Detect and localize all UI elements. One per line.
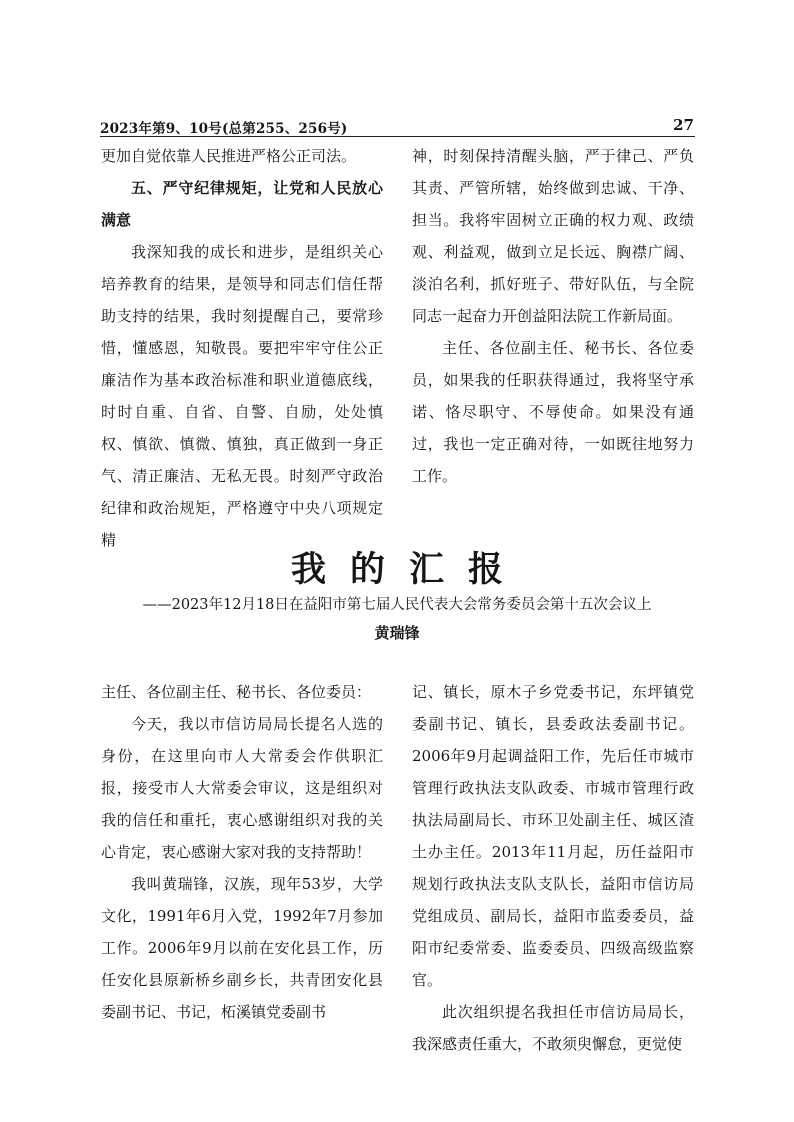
paragraph: 我深知我的成长和进步，是组织关心培养教育的结果，是领导和同志们信任帮助支持的结果，我时刻提醒自己，要常珍惜，懂感恩，知敬畏。要把牢牢守住公正廉洁作为基本政治标准和职业道德底线，时时自重、自省、自警、自励，处处慎权、慎欲、慎微、慎独，真正做到一身正气、清正廉洁、无私无畏。时刻严守政治纪律和政治规矩，严格遵守中央八项规定精 xyxy=(101,243,383,549)
page-header xyxy=(100,116,695,137)
article-left-column xyxy=(101,676,383,1028)
section-heading: 五、严守纪律规矩，让党和人民放心满意 xyxy=(101,179,383,229)
issue-label: 2023年第9、10号(总第255、256号) xyxy=(100,121,348,137)
paragraph: 此次组织提名我担任市信访局局长，我深感责任重大，不敢须臾懈怠，更觉使 xyxy=(412,1003,694,1053)
paragraph: 主任、各位副主任、秘书长、各位委员，如果我的任职获得通过，我将坚守承诺、恪尽职守、不辱使命。如果没有通过，我也一定正确对待，一如既往地努力工作。 xyxy=(412,339,694,485)
page-number: 27 xyxy=(673,116,694,134)
prev-article-left-column xyxy=(101,140,383,556)
paragraph: 记、镇长，原木子乡党委书记，东坪镇党委副书记、镇长，县委政法委副书记。2006年9月起调益阳工作，先后任市城市管理行政执法支队政委、市城市管理行政执法局副局长、市环卫处副主任、城区渣土办主任。2013年11月起，历任益阳市规划行政执法支队支队长，益阳市信访局党组成员、副局长，益阳市监委委员，益阳市纪委常委、监委委员、四级高级监察官。 xyxy=(412,683,694,989)
article-right-column xyxy=(412,676,694,1060)
prev-article-right-column xyxy=(412,140,694,492)
article-subtitle: ——2023年12月18日在益阳市第七届人民代表大会常务委员会第十五次会议上 xyxy=(142,597,652,613)
paragraph: 我叫黄瑞锋，汉族，现年53岁，大学文化，1991年6月入党，1992年7月参加工作。2006年9月以前在安化县工作，历任安化县原新桥乡副乡长，共青团安化县委副书记、书记，柘溪镇党委副书 xyxy=(101,875,383,1021)
salutation: 主任、各位副主任、秘书长、各位委员： xyxy=(101,683,372,701)
paragraph: 神，时刻保持清醒头脑，严于律己、严负其责、严管所辖，始终做到忠诚、干净、担当。我将牢固树立正确的权力观、政绩观、利益观，做到立足长远、胸襟广阔、淡泊名利，抓好班子、带好队伍，与全院同志一起奋力开创益阳法院工作新局面。 xyxy=(412,147,694,325)
article-title: 我的汇报 xyxy=(290,550,527,590)
paragraph: 更加自觉依靠人民推进严格公正司法。 xyxy=(101,147,357,165)
paragraph: 今天，我以市信访局局长提名人选的身份，在这里向市人大常委会作供职汇报，接受市人大常委会审议，这是组织对我的信任和重托，衷心感谢组织对我的关心肯定，衷心感谢大家对我的支持帮助！ xyxy=(101,715,383,861)
article-author: 黄瑞锋 xyxy=(374,624,420,642)
